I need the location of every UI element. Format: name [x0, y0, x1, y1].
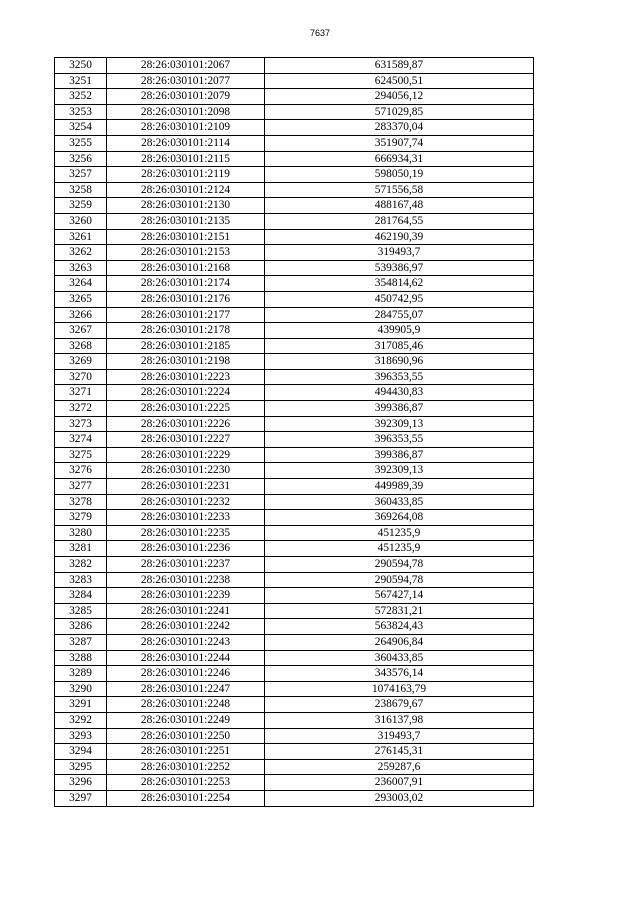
cadastral-number-cell: 28:26:030101:2153	[107, 245, 265, 261]
table-row	[55, 790, 534, 806]
table-row	[55, 712, 534, 728]
value-cell: 488167,48	[265, 198, 534, 214]
cadastral-number-cell: 28:26:030101:2185	[107, 338, 265, 354]
cadastral-number-cell: 28:26:030101:2252	[107, 759, 265, 775]
row-number-cell: 3269	[55, 354, 107, 370]
table-row	[55, 401, 534, 417]
table-row	[55, 510, 534, 526]
table-row	[55, 463, 534, 479]
value-cell: 462190,39	[265, 229, 534, 245]
row-number-cell: 3265	[55, 291, 107, 307]
table-row	[55, 307, 534, 323]
value-cell: 319493,7	[265, 245, 534, 261]
value-cell: 264906,84	[265, 634, 534, 650]
cadastral-number-cell: 28:26:030101:2124	[107, 182, 265, 198]
row-number-cell: 3256	[55, 151, 107, 167]
cadastral-number-cell: 28:26:030101:2246	[107, 666, 265, 682]
cadastral-number-cell: 28:26:030101:2151	[107, 229, 265, 245]
row-number-cell: 3289	[55, 666, 107, 682]
value-cell: 317085,46	[265, 338, 534, 354]
table-row	[55, 58, 534, 74]
row-number-cell: 3264	[55, 276, 107, 292]
value-cell: 276145,31	[265, 744, 534, 760]
row-number-cell: 3271	[55, 385, 107, 401]
table-row	[55, 135, 534, 151]
value-cell: 571029,85	[265, 104, 534, 120]
value-cell: 399386,87	[265, 401, 534, 417]
table-row	[55, 291, 534, 307]
row-number-cell: 3270	[55, 369, 107, 385]
table-row	[55, 634, 534, 650]
cadastral-number-cell: 28:26:030101:2232	[107, 494, 265, 510]
row-number-cell: 3296	[55, 775, 107, 791]
table-row	[55, 650, 534, 666]
row-number-cell: 3250	[55, 58, 107, 74]
table-row	[55, 728, 534, 744]
value-cell: 369264,08	[265, 510, 534, 526]
row-number-cell: 3260	[55, 213, 107, 229]
row-number-cell: 3258	[55, 182, 107, 198]
cadastral-number-cell: 28:26:030101:2237	[107, 557, 265, 573]
cadastral-number-cell: 28:26:030101:2225	[107, 401, 265, 417]
cadastral-number-cell: 28:26:030101:2247	[107, 681, 265, 697]
row-number-cell: 3266	[55, 307, 107, 323]
cadastral-number-cell: 28:26:030101:2249	[107, 712, 265, 728]
cadastral-number-cell: 28:26:030101:2243	[107, 634, 265, 650]
value-cell: 351907,74	[265, 135, 534, 151]
cadastral-number-cell: 28:26:030101:2098	[107, 104, 265, 120]
row-number-cell: 3297	[55, 790, 107, 806]
row-number-cell: 3257	[55, 167, 107, 183]
table-row	[55, 432, 534, 448]
value-cell: 293003,02	[265, 790, 534, 806]
table-row	[55, 775, 534, 791]
row-number-cell: 3295	[55, 759, 107, 775]
row-number-cell: 3255	[55, 135, 107, 151]
table-row	[55, 323, 534, 339]
value-cell: 284755,07	[265, 307, 534, 323]
row-number-cell: 3274	[55, 432, 107, 448]
value-cell: 236007,91	[265, 775, 534, 791]
value-cell: 396353,55	[265, 432, 534, 448]
table-row	[55, 369, 534, 385]
row-number-cell: 3280	[55, 525, 107, 541]
row-number-cell: 3285	[55, 603, 107, 619]
cadastral-number-cell: 28:26:030101:2235	[107, 525, 265, 541]
value-cell: 396353,55	[265, 369, 534, 385]
table-row	[55, 213, 534, 229]
value-cell: 598050,19	[265, 167, 534, 183]
cadastral-number-cell: 28:26:030101:2114	[107, 135, 265, 151]
value-cell: 571556,58	[265, 182, 534, 198]
table-row	[55, 697, 534, 713]
cadastral-number-cell: 28:26:030101:2242	[107, 619, 265, 635]
cadastral-number-cell: 28:26:030101:2176	[107, 291, 265, 307]
value-cell: 451235,9	[265, 541, 534, 557]
table-row	[55, 494, 534, 510]
page-number: 7637	[309, 28, 331, 38]
row-number-cell: 3273	[55, 416, 107, 432]
value-cell: 360433,85	[265, 650, 534, 666]
table-row	[55, 245, 534, 261]
table-row	[55, 120, 534, 136]
cadastral-number-cell: 28:26:030101:2231	[107, 479, 265, 495]
row-number-cell: 3259	[55, 198, 107, 214]
row-number-cell: 3278	[55, 494, 107, 510]
value-cell: 567427,14	[265, 588, 534, 604]
table-row	[55, 447, 534, 463]
cadastral-number-cell: 28:26:030101:2230	[107, 463, 265, 479]
row-number-cell: 3275	[55, 447, 107, 463]
table-row	[55, 73, 534, 89]
cadastral-number-cell: 28:26:030101:2251	[107, 744, 265, 760]
table-row	[55, 525, 534, 541]
value-cell: 539386,97	[265, 260, 534, 276]
value-cell: 343576,14	[265, 666, 534, 682]
cadastral-number-cell: 28:26:030101:2119	[107, 167, 265, 183]
cadastral-number-cell: 28:26:030101:2135	[107, 213, 265, 229]
value-cell: 572831,21	[265, 603, 534, 619]
row-number-cell: 3267	[55, 323, 107, 339]
row-number-cell: 3284	[55, 588, 107, 604]
value-cell: 1074163,79	[265, 681, 534, 697]
value-cell: 281764,55	[265, 213, 534, 229]
row-number-cell: 3262	[55, 245, 107, 261]
cadastral-number-cell: 28:26:030101:2174	[107, 276, 265, 292]
cadastral-number-cell: 28:26:030101:2223	[107, 369, 265, 385]
row-number-cell: 3293	[55, 728, 107, 744]
row-number-cell: 3283	[55, 572, 107, 588]
row-number-cell: 3294	[55, 744, 107, 760]
cadastral-number-cell: 28:26:030101:2244	[107, 650, 265, 666]
row-number-cell: 3263	[55, 260, 107, 276]
row-number-cell: 3251	[55, 73, 107, 89]
value-cell: 494430,83	[265, 385, 534, 401]
table-row	[55, 104, 534, 120]
cadastral-number-cell: 28:26:030101:2079	[107, 89, 265, 105]
table-row	[55, 666, 534, 682]
table-row	[55, 89, 534, 105]
row-number-cell: 3254	[55, 120, 107, 136]
table-body	[55, 58, 534, 807]
table-row	[55, 588, 534, 604]
row-number-cell: 3277	[55, 479, 107, 495]
table-row	[55, 759, 534, 775]
table-row	[55, 276, 534, 292]
cadastral-number-cell: 28:26:030101:2236	[107, 541, 265, 557]
row-number-cell: 3261	[55, 229, 107, 245]
table-row	[55, 151, 534, 167]
value-cell: 666934,31	[265, 151, 534, 167]
cadastral-number-cell: 28:26:030101:2229	[107, 447, 265, 463]
cadastral-number-cell: 28:26:030101:2238	[107, 572, 265, 588]
row-number-cell: 3281	[55, 541, 107, 557]
row-number-cell: 3288	[55, 650, 107, 666]
cadastral-number-cell: 28:26:030101:2239	[107, 588, 265, 604]
row-number-cell: 3286	[55, 619, 107, 635]
row-number-cell: 3268	[55, 338, 107, 354]
row-number-cell: 3287	[55, 634, 107, 650]
value-cell: 283370,04	[265, 120, 534, 136]
table-row	[55, 572, 534, 588]
cadastral-number-cell: 28:26:030101:2168	[107, 260, 265, 276]
value-cell: 290594,78	[265, 572, 534, 588]
value-cell: 563824,43	[265, 619, 534, 635]
cadastral-number-cell: 28:26:030101:2248	[107, 697, 265, 713]
cadastral-number-cell: 28:26:030101:2226	[107, 416, 265, 432]
row-number-cell: 3276	[55, 463, 107, 479]
cadastral-number-cell: 28:26:030101:2109	[107, 120, 265, 136]
cadastral-number-cell: 28:26:030101:2198	[107, 354, 265, 370]
value-cell: 318690,96	[265, 354, 534, 370]
table-row	[55, 619, 534, 635]
table-row	[55, 479, 534, 495]
data-table	[54, 57, 534, 807]
row-number-cell: 3292	[55, 712, 107, 728]
table-row	[55, 744, 534, 760]
table-row	[55, 182, 534, 198]
table-row	[55, 603, 534, 619]
cadastral-number-cell: 28:26:030101:2250	[107, 728, 265, 744]
table-row	[55, 354, 534, 370]
table-row	[55, 385, 534, 401]
value-cell: 439905,9	[265, 323, 534, 339]
value-cell: 392309,13	[265, 463, 534, 479]
row-number-cell: 3253	[55, 104, 107, 120]
value-cell: 360433,85	[265, 494, 534, 510]
value-cell: 290594,78	[265, 557, 534, 573]
row-number-cell: 3282	[55, 557, 107, 573]
cadastral-number-cell: 28:26:030101:2067	[107, 58, 265, 74]
value-cell: 450742,95	[265, 291, 534, 307]
value-cell: 399386,87	[265, 447, 534, 463]
cadastral-number-cell: 28:26:030101:2227	[107, 432, 265, 448]
cadastral-number-cell: 28:26:030101:2253	[107, 775, 265, 791]
table-row	[55, 557, 534, 573]
value-cell: 449989,39	[265, 479, 534, 495]
value-cell: 316137,98	[265, 712, 534, 728]
cadastral-number-cell: 28:26:030101:2224	[107, 385, 265, 401]
table-row	[55, 229, 534, 245]
row-number-cell: 3291	[55, 697, 107, 713]
cadastral-number-cell: 28:26:030101:2254	[107, 790, 265, 806]
table-row	[55, 167, 534, 183]
table-row	[55, 260, 534, 276]
cadastral-number-cell: 28:26:030101:2233	[107, 510, 265, 526]
table-row	[55, 681, 534, 697]
row-number-cell: 3279	[55, 510, 107, 526]
value-cell: 319493,7	[265, 728, 534, 744]
value-cell: 238679,67	[265, 697, 534, 713]
value-cell: 631589,87	[265, 58, 534, 74]
table-row	[55, 198, 534, 214]
cadastral-number-cell: 28:26:030101:2115	[107, 151, 265, 167]
value-cell: 294056,12	[265, 89, 534, 105]
value-cell: 354814,62	[265, 276, 534, 292]
table-row	[55, 541, 534, 557]
cadastral-number-cell: 28:26:030101:2177	[107, 307, 265, 323]
cadastral-number-cell: 28:26:030101:2077	[107, 73, 265, 89]
value-cell: 624500,51	[265, 73, 534, 89]
value-cell: 259287,6	[265, 759, 534, 775]
row-number-cell: 3272	[55, 401, 107, 417]
row-number-cell: 3252	[55, 89, 107, 105]
row-number-cell: 3290	[55, 681, 107, 697]
table-row	[55, 338, 534, 354]
cadastral-number-cell: 28:26:030101:2178	[107, 323, 265, 339]
cadastral-number-cell: 28:26:030101:2241	[107, 603, 265, 619]
table-row	[55, 416, 534, 432]
value-cell: 451235,9	[265, 525, 534, 541]
cadastral-number-cell: 28:26:030101:2130	[107, 198, 265, 214]
value-cell: 392309,13	[265, 416, 534, 432]
